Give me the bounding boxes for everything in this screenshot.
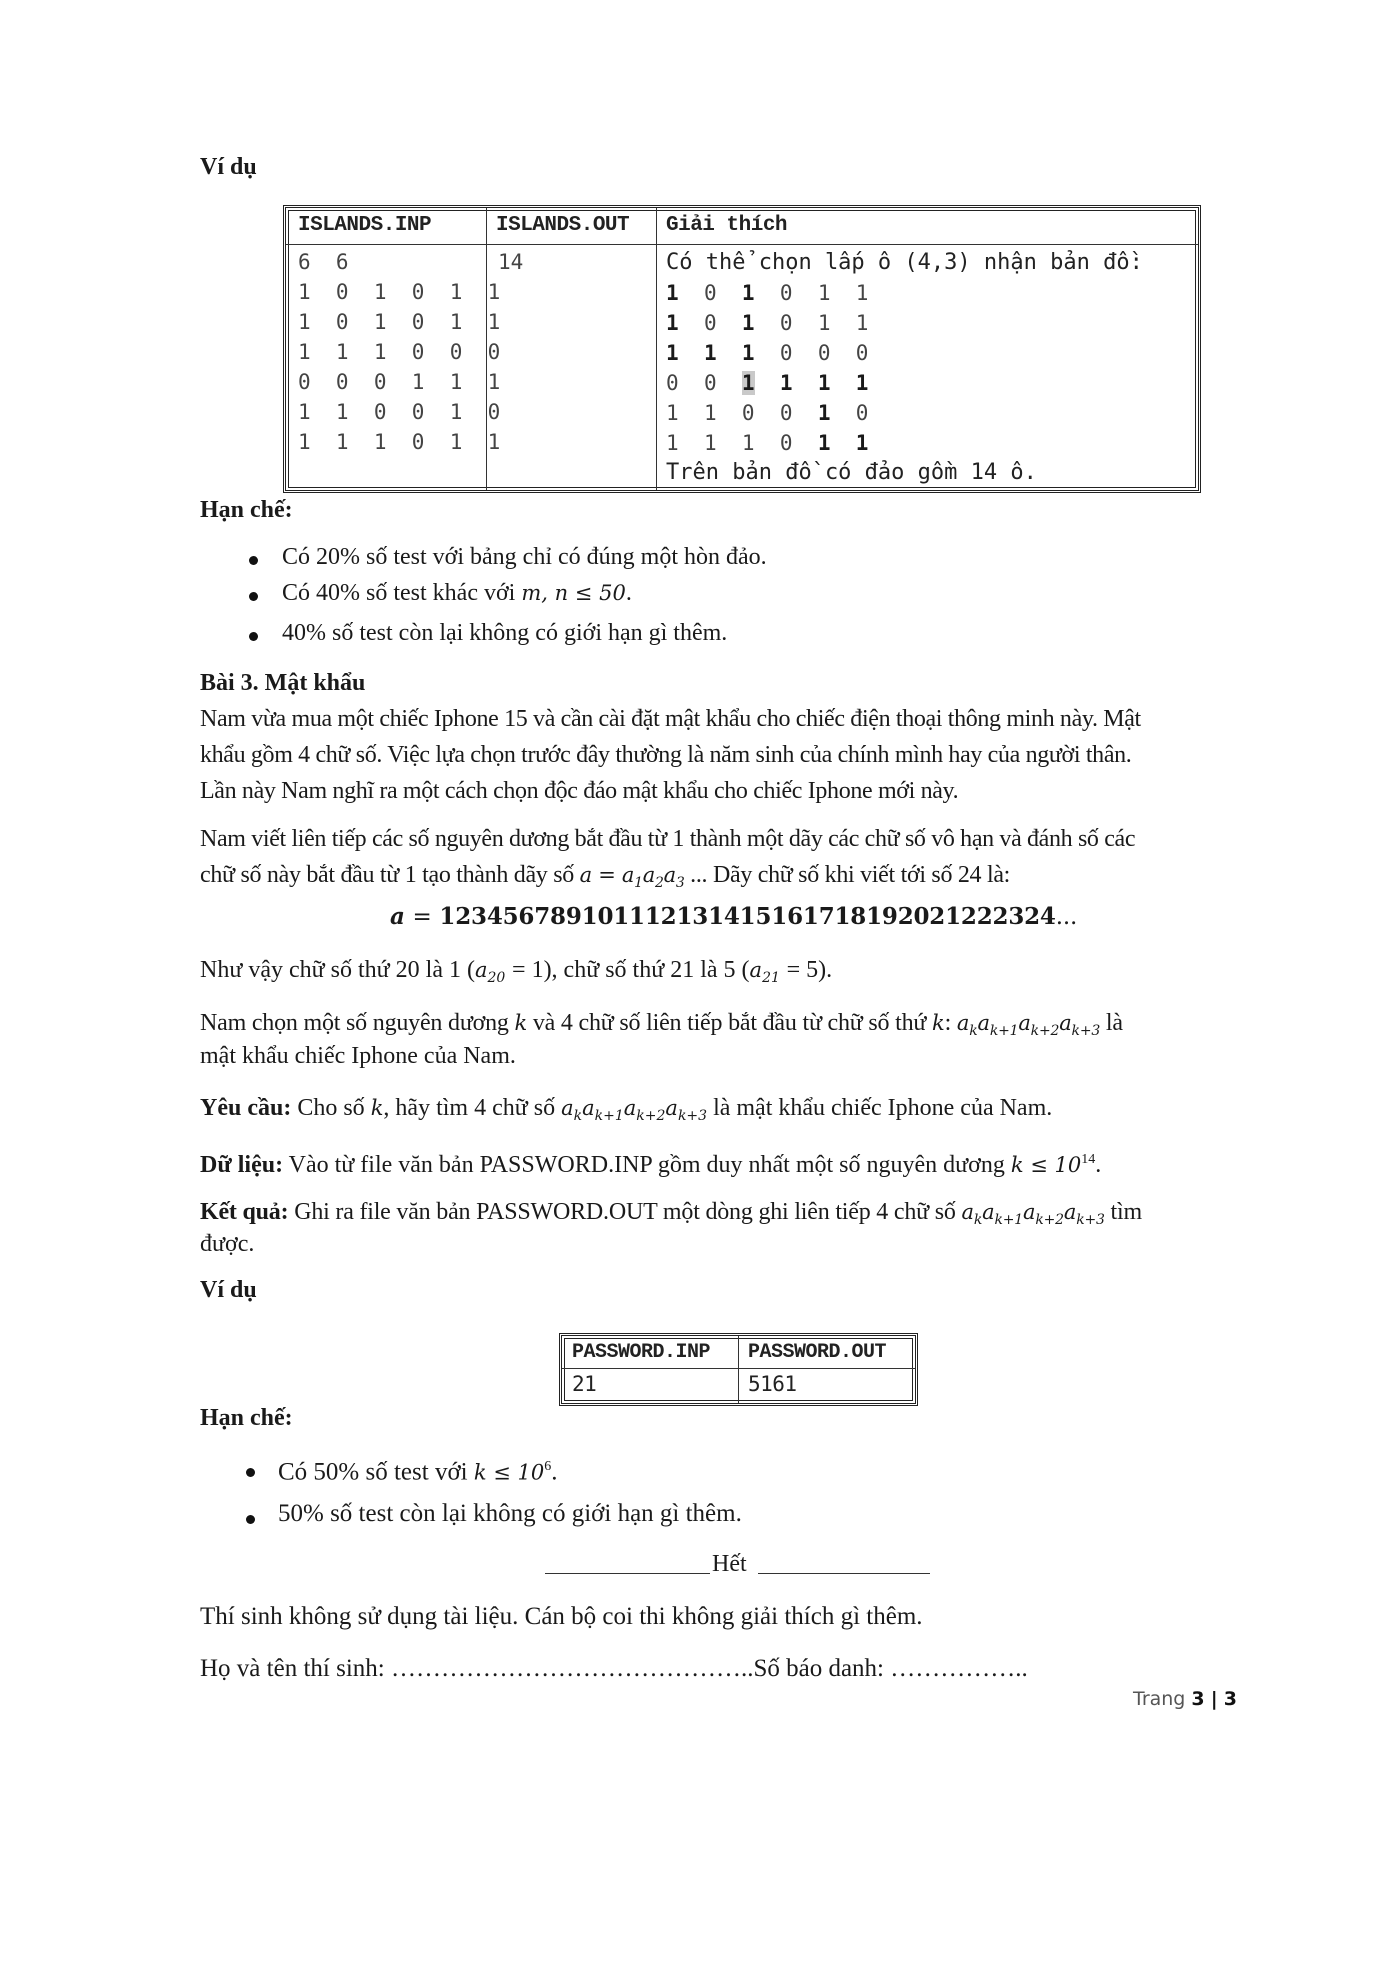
password-digits-formula: $a_ka_{k+1}a_{k+2}a_{k+3}$	[561, 1096, 708, 1125]
explanation-grid-row	[666, 398, 868, 428]
output-label: Kết quả:	[200, 1199, 289, 1225]
input-line: 1 0 1 0 1 1	[298, 280, 501, 304]
explanation-intro: Có thể chọn lấp ô (4,3) nhận bản đồ:	[666, 250, 1143, 275]
constraint-item: 50% số test còn lại không có giới hạn gì thêm.	[278, 1500, 742, 1527]
grid-cell: 1	[817, 401, 831, 425]
constraint-end: .	[625, 580, 632, 606]
candidate-info-line: Họ và tên thí sinh: ……………………………………..Số báo danh: ……………..	[200, 1655, 1028, 1682]
output-spec-line2: được.	[200, 1231, 255, 1257]
exponent: 14	[1081, 1152, 1096, 1167]
grid-cell: 1	[855, 431, 869, 455]
k-bound: k ≤ 10	[1010, 1153, 1082, 1177]
grid-cell: 1	[855, 371, 869, 395]
column-divider	[738, 1336, 739, 1403]
grid-cell: 1	[741, 371, 755, 395]
text: = 5).	[786, 957, 833, 983]
page-total: 3	[1223, 1688, 1237, 1710]
grid-cell: 1	[817, 311, 831, 335]
header-divider	[286, 244, 1198, 245]
text: :	[944, 1010, 957, 1036]
input-line: 0 0 0 1 1 1	[298, 370, 501, 394]
bullet-icon	[249, 632, 258, 641]
grid-cell: 1	[666, 431, 679, 455]
text: ... Dãy chữ số khi viết tới số 24 là:	[684, 862, 1011, 888]
paragraph-line: khẩu gồm 4 chữ số. Việc lựa chọn trước đây thường là năm sinh của chính mình hay của người thân.	[200, 742, 1132, 768]
text: Cho số	[291, 1095, 371, 1121]
output-spec-line	[200, 1198, 1142, 1234]
text: .	[551, 1458, 558, 1486]
a21-symbol: $a_{21}$	[749, 958, 780, 987]
grid-cell: 0	[779, 281, 793, 305]
input-label: Dữ liệu:	[200, 1152, 284, 1178]
password-example-table	[559, 1333, 918, 1406]
header-islands-out: ISLANDS.OUT	[496, 214, 630, 237]
example-explanation	[200, 956, 832, 992]
constraint-item: 40% số test còn lại không có giới hạn gì thêm.	[282, 620, 728, 646]
explanation-grid-row	[666, 308, 868, 338]
end-rule-left	[545, 1573, 710, 1574]
k-symbol: k	[932, 1011, 945, 1035]
column-divider	[656, 208, 657, 490]
grid-cell: 1	[703, 431, 717, 455]
text: tìm	[1104, 1199, 1142, 1225]
end-marker: Hết	[712, 1551, 747, 1577]
exponent: 6	[544, 1459, 552, 1474]
page-current: 3	[1191, 1688, 1205, 1710]
grid-cell: 1	[666, 281, 679, 305]
text: chữ số này bắt đầu từ 1 tạo thành dãy số	[200, 862, 580, 888]
a20-symbol: $a_{20}$	[474, 958, 506, 987]
k-symbol: k	[514, 1011, 528, 1035]
example-heading: Ví dụ	[200, 154, 257, 180]
explanation-grid-row	[666, 368, 868, 398]
explanation-grid-row	[666, 338, 868, 368]
text: , hãy tìm 4 chữ số	[383, 1095, 562, 1121]
explanation-grid-row	[666, 278, 868, 308]
sequence-digits: 123456789101112131415161718192021222324	[439, 903, 1056, 930]
requirement-line	[200, 1094, 1052, 1130]
grid-cell: 0	[779, 431, 793, 455]
text: là mật khẩu chiếc Iphone của Nam.	[707, 1095, 1053, 1121]
header-divider	[562, 1368, 915, 1369]
requirement-label: Yêu cầu:	[200, 1095, 292, 1121]
grid-cell: 1	[855, 311, 869, 335]
constraint-item: Có 20% số test với bảng chỉ có đúng một hòn đảo.	[282, 544, 767, 570]
text: = 1), chữ số thứ 21 là 5 (	[512, 957, 750, 983]
text: .	[1095, 1152, 1102, 1178]
text: Vào từ file văn bản PASSWORD.INP gồm duy nhất một số nguyên dương	[283, 1152, 1011, 1178]
text: Như vậy chữ số thứ 20 là 1 (	[200, 957, 475, 983]
grid-cell: 0	[855, 341, 869, 365]
grid-cell: 1	[817, 371, 831, 395]
grid-cell: 0	[779, 311, 793, 335]
sequence-definition: $a = a_1a_2a_3$	[579, 863, 685, 892]
grid-cell: 0	[779, 401, 793, 425]
bullet-icon	[246, 1468, 255, 1477]
grid-cell: 1	[703, 401, 717, 425]
grid-cell: 1	[666, 401, 679, 425]
output-value: 5161	[748, 1372, 797, 1396]
grid-cell: 1	[703, 341, 717, 365]
paragraph-line: Lần này Nam nghĩ ra một cách chọn độc đáo mật khẩu cho chiếc Iphone mới này.	[200, 778, 959, 804]
explanation-grid	[666, 278, 868, 458]
text: Nam chọn một số nguyên dương	[200, 1010, 515, 1036]
input-line: 1 1 1 0 1 1	[298, 430, 501, 454]
problem-title: Bài 3. Mật khẩu	[200, 670, 366, 696]
grid-cell: 1	[741, 431, 755, 455]
password-digits-formula: $a_ka_{k+1}a_{k+2}a_{k+3}$	[961, 1200, 1105, 1229]
text: và 4 chữ số liên tiếp bắt đầu từ chữ số thứ	[527, 1010, 933, 1036]
exam-notice: Thí sinh không sử dụng tài liệu. Cán bộ coi thi không giải thích gì thêm.	[200, 1603, 923, 1630]
constraint-item	[282, 579, 632, 607]
k-bound: k ≤ 10	[473, 1460, 545, 1485]
grid-cell: 0	[779, 341, 793, 365]
input-spec-line	[200, 1146, 1101, 1179]
input-line: 6 6	[298, 250, 349, 274]
k-symbol: k	[370, 1096, 384, 1120]
equals-sign: =	[412, 904, 432, 930]
paragraph-line	[200, 1009, 1123, 1045]
grid-cell: 0	[855, 401, 869, 425]
header-explanation: Giải thích	[666, 214, 788, 237]
password-digits-formula: $a_ka_{k+1}a_{k+2}a_{k+3}$	[956, 1011, 1101, 1040]
grid-cell: 0	[703, 371, 717, 395]
grid-cell: 1	[817, 431, 831, 455]
grid-cell: 1	[741, 341, 755, 365]
grid-cell: 0	[703, 281, 717, 305]
sequence-equation	[390, 903, 1077, 930]
grid-cell: 1	[741, 311, 755, 335]
header-password-out: PASSWORD.OUT	[748, 1341, 887, 1364]
explanation-grid-row	[666, 428, 868, 458]
header-password-inp: PASSWORD.INP	[572, 1341, 711, 1364]
bullet-icon	[246, 1515, 255, 1524]
paragraph-line	[200, 861, 1010, 897]
grid-cell: 0	[741, 401, 755, 425]
input-file-content	[298, 247, 500, 457]
grid-cell: 1	[817, 281, 831, 305]
text: Ghi ra file văn bản PASSWORD.OUT một dòng ghi liên tiếp 4 chữ số	[288, 1199, 962, 1225]
input-line: 1 1 0 0 1 0	[298, 400, 501, 424]
input-line: 1 1 1 0 0 0	[298, 340, 501, 364]
output-file-content: 14	[498, 250, 524, 274]
constraint-math: m, n ≤ 50	[521, 581, 626, 605]
end-rule-right	[758, 1573, 930, 1574]
bullet-icon	[249, 592, 258, 601]
grid-cell: 1	[741, 281, 755, 305]
grid-cell: 0	[703, 311, 717, 335]
grid-cell: 1	[855, 281, 869, 305]
grid-cell: 0	[666, 371, 679, 395]
page-word: Trang	[1133, 1688, 1186, 1710]
page-number	[1133, 1688, 1237, 1710]
paragraph-line: mật khẩu chiếc Iphone của Nam.	[200, 1043, 516, 1069]
ellipsis: ...	[1055, 904, 1078, 930]
example-heading: Ví dụ	[200, 1277, 257, 1303]
constraint-item	[278, 1453, 558, 1486]
grid-cell: 1	[779, 371, 793, 395]
input-line: 1 0 1 0 1 1	[298, 310, 501, 334]
paragraph-line: Nam viết liên tiếp các số nguyên dương bắt đầu từ 1 thành một dãy các chữ số vô hạn và đánh số các	[200, 826, 1136, 852]
explanation-outro: Trên bản đồ có đảo gồm 14 ô.	[666, 460, 1037, 485]
input-value: 21	[572, 1372, 597, 1396]
paragraph-line: Nam vừa mua một chiếc Iphone 15 và cần cài đặt mật khẩu cho chiếc điện thoại thông minh này. Mật	[200, 706, 1141, 732]
text: là	[1100, 1010, 1123, 1036]
grid-cell: 1	[666, 311, 679, 335]
constraints-heading: Hạn chế:	[200, 497, 293, 523]
constraint-text: Có 40% số test khác với	[282, 580, 522, 606]
text: Có 50% số test với	[278, 1458, 474, 1486]
bullet-icon	[249, 556, 258, 565]
header-islands-inp: ISLANDS.INP	[298, 214, 432, 237]
grid-cell: 0	[817, 341, 831, 365]
page-separator: |	[1210, 1688, 1218, 1710]
islands-example-table	[283, 205, 1201, 493]
constraints-heading: Hạn chế:	[200, 1405, 293, 1431]
sequence-variable: a	[390, 903, 405, 930]
grid-cell: 1	[666, 341, 679, 365]
